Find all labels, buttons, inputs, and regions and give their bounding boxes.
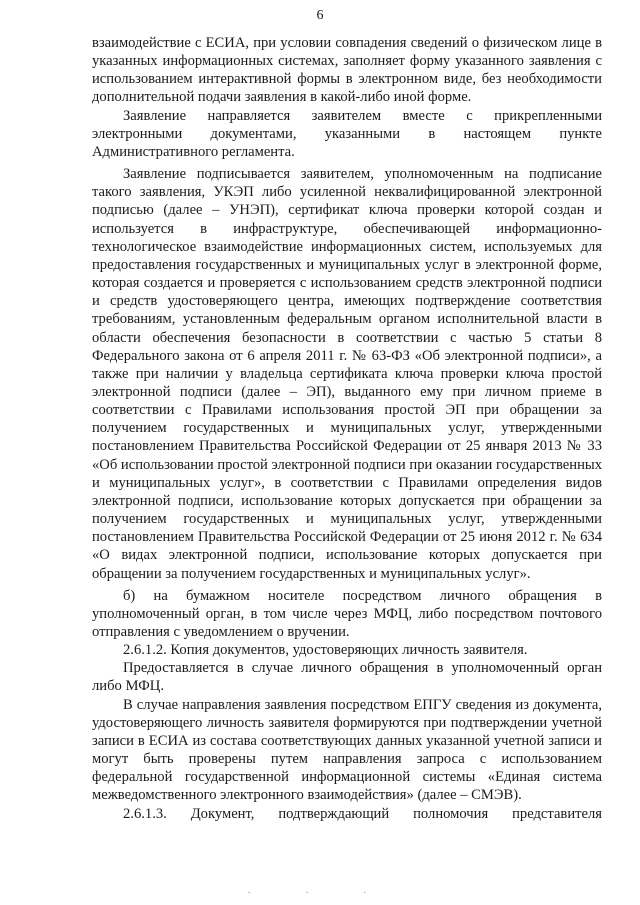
- paragraph-section-2-6-1-2: 2.6.1.2. Копия документов, удостоверяющих личность заявителя.: [123, 642, 528, 659]
- paragraph-esia-continuation: взаимодействие с ЕСИА, при условии совпадения сведений о физическом лице в указанных информационных системах, заполняет форму указанного заявления с использованием интерактивной формы в электронном виде, без необходимости дополнительной подачи заявления в какой-либо иной форме.: [92, 35, 602, 106]
- paragraph-paper-submission: б) на бумажном носителе посредством личного обращения в уполномоченный орган, в том числе через МФЦ, либо посредством почтового отправления с уведомлением о вручении.: [92, 587, 602, 640]
- page-number: 6: [316, 8, 324, 23]
- paragraph-personal-appeal: Предоставляется в случае личного обращения в уполномоченный орган либо МФЦ.: [92, 660, 602, 695]
- document-body: [92, 34, 602, 823]
- scan-artifact-dots: · · ·: [247, 888, 393, 899]
- paragraph-epgu-identity: В случае направления заявления посредством ЕПГУ сведения из документа, удостоверяющего личность заявителя формируются при подтверждении учетной записи в ЕСИА из состава соответствующих данных указанной учетной записи и могут быть проверены путем направления запроса с использованием федеральной государственной информационной системы «Единая система межведомственного электронного взаимодействия» (далее – СМЭВ).: [92, 696, 602, 804]
- paragraph-section-2-6-1-3: 2.6.1.3. Документ, подтверждающий полномочия представителя: [123, 805, 602, 822]
- paragraph-signature-requirements: Заявление подписывается заявителем, уполномоченным на подписание такого заявления, УКЭП либо усиленной неквалифицированной электронной подписью (далее – УНЭП), сертификат ключа проверки которой создан и используется в инфраструктуре, обеспечивающей информационно-технологическое взаимодействие информационных систем, используемых для предоставления государственных и муниципальных услуг в электронной форме, которая создается и проверяется с использованием средств электронной подписи и средств удостоверяющего центра, имеющих подтверждение соответствия требованиям, установленным федеральным органом исполнительной власти в области обеспечения безопасности в соответствии с частью 5 статьи 8 Федерального закона от 6 апреля 2011 г. № 63-ФЗ «Об электронной подписи», а также при наличии у владельца сертификата ключа проверки ключа простой электронной подписи (далее – ЭП), выданного ему при личном приеме в соответствии с Правилами использования простой ЭП при обращении за получением государственных и муниципальных услуг, утвержденными постановлением Правительства Российской Федерации от 25 января 2013 № 33 «Об использовании простой электронной подписи при оказании государственных и муниципальных услуг», в соответствии с Правилами определения видов электронной подписи, использование которых допускается при обращении за получением государственных и муниципальных услуг, утвержденными постановлением Правительства Российской Федерации от 25 июня 2012 г. № 634 «О видах электронной подписи, использование которых допускается при обращении за получением государственных и муниципальных услуг».: [92, 166, 602, 582]
- paragraph-attachments: Заявление направляется заявителем вместе с прикрепленными электронными документами, указанными в настоящем пункте Административного регламента.: [92, 107, 602, 160]
